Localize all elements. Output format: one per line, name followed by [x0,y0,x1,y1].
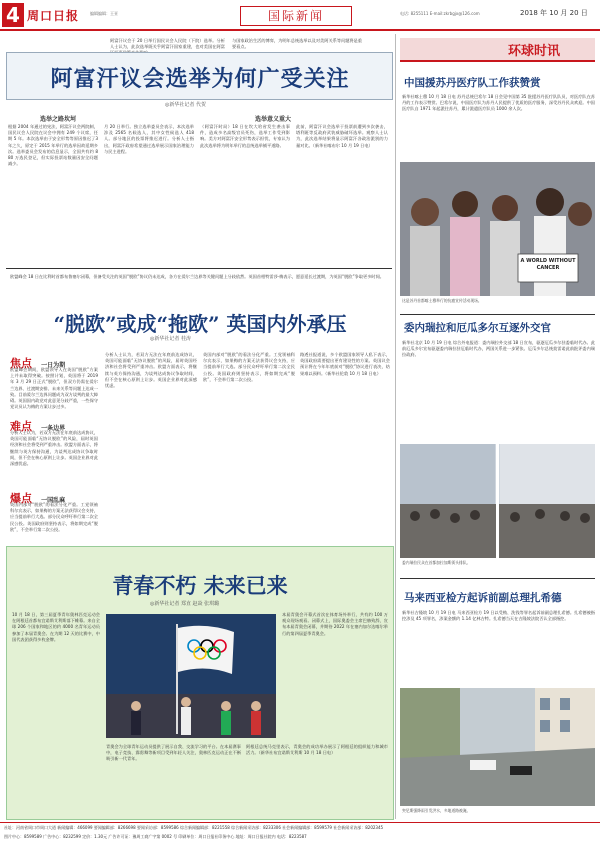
article1-lede-continued: 与国家政治生活的博弈，为明年总统选举以及对美阿关系等问题将是重要看点。 [232,38,362,50]
article1-subhead-2: 选举意义重大 [255,116,292,123]
article1-byline: ◎新华社记者 代贺 [165,102,206,108]
article1-column-3: （阿富汗时局）18 日在坎大哈省发生袭击事件，造成多名高级官员死伤，选举工作受到影响。美方对阿富汗安全形势表示担忧，专家认为此次选举将为明年举行的总统选举铺平道路。 [200,124,290,148]
article1-lede: 阿富汗议会于 20 日举行国民议会人民院（下院）选举。分析人士认为，此次选举既关乎阿富汗国家重建，也对美国在阿富 [110,38,225,50]
article2-column-4: 路透社报道说，多个欧盟国家领导人私下表示，英国政府需要提出更有建设性的方案。英国议会预计将在今年年底前对“脱欧”协议进行表决，结果难以预料。（新华社伦敦 10 月 18 日电） [300,352,390,376]
divider-1 [6,268,392,269]
article1-column-1: 根据 2004 年通过的宪法，阿富汗议会两院制，国民议会人民院在议会中拥有 249 个议席，任期 5 年。本次选举由于安全形势等原因推迟了3年之久，原定于 2015 年举行的选举因故延期多次。选举委员会发布的信息显示，全国共有约 880 万选民登记，但实际投票站数量因安全问题减少。 [8,124,98,167]
focus-text-3: 一国乱麻 [41,497,66,504]
article2-column-1b: 分析人士认为，若双方无法在年底前达成协议，英国可能面临“无协议脱欧”的风险，届时英国经济和社会将受到严重冲击。欧盟方面表示，将继续与英方保持沟通，为谈判达成协议争取时间，但不会在核心原则上让步。英国企业界对此深感忧虑。 [10,430,98,467]
olympics-photo-illustration [106,614,276,738]
article3-column-3: 青奥会为全球青年运动员提供了展示自我、交流学习的平台。在本届赛事中，电子竞技、霹雳舞等新项目受到年轻人关注，奥林匹克运动正在不断吸引新一代青年。 [106,744,241,762]
footer-rule [0,822,600,823]
globe-news-banner [400,38,595,62]
footer-line-1: 社址：河南省周口市周口大道 新闻编辑：466099 要闻编辑部：8266698 要闻采访部：8599586 综合新闻编辑部：8221558 综合新闻采访部：8233306 社会新闻编辑部：8599579 社会新闻采访部：8202345 [4,825,384,830]
article2-column-1: 欧盟峰会期间，欧盟领导人在英国“脱欧”方案上并未取得突破。按照计划，英国将于 2019 年 3 月 29 日正式“脱欧”，但双方仍需在爱尔兰边界、过渡期安排、未来关系等问题上达成一致。目前爱尔兰边界问题成为双方谈判的最大障碍。英国国内政党对此意见分歧严重，一些保守党议员认为梅的方案让步过多。 [10,367,98,410]
article2-column-2: 分析人士认为，若双方无法在年底前达成协议，英国可能面临“无协议脱欧”的风险，届时英国经济和社会将受到严重冲击。欧盟方面表示，将继续与英方保持沟通，为谈判达成协议争取时间，但不会在核心原则上让步。英国企业界对此深感忧虑。 [105,352,197,389]
footer-line-2: 图片中心：8599589 广告中心：8232599 定价：1.30元 广告许可证：豫周工商广字第 0002 号 印刷单位：周口日报社印务中心 地址：周口日报社院内 电话：8223587 [4,834,307,839]
page-number: 4 [2,3,24,27]
article2-column-1c: 英国内部对“脱欧”的看法分化严重。工党领袖科尔宾表示，如果梅的方案无法获得议会支持，应当提前举行大选。部分民众呼吁举行第二次全民公投。英国政府则坚持表示，将如期完成“脱欧”，不会举行第二次公投。 [10,502,98,532]
right2-photo-caption: 委内瑞拉民众在首都加拉加斯街头排队。 [402,560,471,565]
article3-column-4: 阿根廷总统马克里表示，青奥会的成功举办展示了阿根廷的组织能力和城市活力。（新华社布宜诺斯艾利斯 10 月 18 日电） [246,744,388,756]
article2-title: “脱欧”或成“拖欧” 英国内外承压 [53,312,347,336]
right3-photo-caption: 突尼斯强降雨引发洪水，多地道路被淹。 [402,808,471,813]
olympics-photo [106,614,276,738]
globe-news-title: 环球时讯 [508,44,561,59]
article1-title: 阿富汗议会选举为何广受关注 [50,66,350,92]
focus-label-3: 爆点 [10,492,32,505]
right1-title: 中国援苏丹医疗队工作获赞赏 [404,77,541,89]
focus-label-1: 焦点 [10,357,32,370]
flood-photo-illustration [400,688,595,806]
venezuela-photo [400,444,595,558]
right3-body: 新华社吉隆坡 10 月 19 日电 马来西亚检方 19 日以受贿、洗钱等罪名起诉前副总理扎希德。扎希德被指控涉及 45 项罪名，涉案金额约 1.14 亿林吉特。扎希德当天在吉隆坡法院否认全部指控。 [402,610,595,622]
focus-label-2: 难点 [10,420,32,433]
article1-column-4: 此前，阿富汗议会选举于投票前遭到多次袭击，塔利班等反政府武装威胁破坏选举。观察人士认为，此次选举结果将显示阿富汗各政治派别的力量对比。（新华社喀布尔 10 月 19 日电） [296,124,388,148]
section-label: 国际新闻 [240,6,352,26]
focus-heading-3 [10,487,100,505]
paper-name: 周口日报 [27,9,80,23]
divider-right-2 [400,578,595,579]
article2-byline: ◎新华社记者 桂涛 [150,336,191,342]
issue-date: 2018 年 10 月 20 日 [520,9,588,17]
article2-column-3: 英国内部对“脱欧”的看法分化严重。工党领袖科尔宾表示，如果梅的方案无法获得议会支持，应当提前举行大选。部分民众呼吁举行第二次全民公投。英国政府则坚持表示，将如期完成“脱欧”，不会举行第二次公投。 [203,352,295,382]
focus-text-2: 一条边界 [41,425,66,432]
masthead [0,0,600,30]
article3-title: 青春不朽 未来已来 [112,573,288,598]
article3-column-2: 本届青奥会开幕式首次在体育场外举行，共有约 100 万观众现场观看。闭幕式上，国际奥委会主席巴赫致辞，宣布本届青奥会闭幕，并期待 2022 年在塞内加尔达喀尔举行的第四届夏季青奥会。 [282,612,388,636]
article2-lede: 欧盟峰会 18 日在比利时首都布鲁塞尔闭幕，但备受关注的英国“脱欧”协议仍未达成，各方在爱尔兰边界等关键问题上分歧依然。英国首相特雷莎·梅表示，愿意延长过渡期，为英国“脱欧”争取更多时间。 [10,274,384,279]
focus-heading-1 [10,352,100,370]
venezuela-photo-illustration [400,444,595,558]
focus-text-1: 一日为期 [41,362,66,369]
right3-title: 马来西亚检方起诉前副总理扎希德 [404,592,562,604]
divider-right-1 [400,314,595,315]
article1-subhead-1: 选举之路坎坷 [40,116,77,123]
email-line: 电话: 8255111 E-mail:zkrbgjx@126.com [400,11,480,16]
article3-byline: ◎新华社记者 郑直 赵焱 张琪璐 [150,601,220,607]
sudan-sign-text: A WORLD WITHOUT CANCER [520,258,576,271]
sudan-photo-illustration [400,162,595,296]
masthead-rule [0,29,600,31]
focus-heading-2 [10,415,100,433]
column-divider [395,34,396,819]
article3-column-1: 10 月 18 日，第三届夏季青年奥林匹克运动会在阿根廷首都布宜诺斯艾利斯落下帷幕。来自全球 206 个国家和地区的约 4000 名青年运动员参加了本届青奥会。在为期 12 天的比赛中，中国代表团获得多枚金牌。 [12,612,100,642]
right2-body: 新华社北京 10 月 19 日电 综合外电报道：委内瑞拉外交部 18 日宣布，驱逐厄瓜多尔驻委临时代办。此前厄瓜多尔宣布驱逐委内瑞拉驻厄临时代办，两国关系进一步紧张。厄瓜多尔总统莫雷诺此前批评委内瑞拉政府。 [402,340,595,358]
article1-column-2: 月 20 日举行。独立选举委员会表示，本次选举涉及 2565 名候选人，其中女性候选人 418 人。部分地区的投票将推迟进行。分析人士指出，阿富汗政府希望通过选举展示国家治理能力与民主进程。 [104,124,194,154]
editor-line: 编辑编辑：王亚 [90,11,118,16]
right2-title: 委内瑞拉和厄瓜多尔互逐外交官 [404,322,551,334]
flood-photo [400,688,595,806]
right1-photo-caption: 这是苏丹首都喀土穆举行的抗癌宣传活动现场。 [402,298,482,303]
right1-body: 新华社喀土穆 10 月 18 日电 苏丹总统巴希尔 18 日会见中国第 35 批援苏丹医疗队队员，对医疗队在苏丹的工作表示赞赏。巴希尔说，中国医疗队为苏丹人民提供了优质的医疗服务，深受苏丹民众欢迎。中国医疗队自 1971 年起派往苏丹，累计派遣医疗队员 1000 余人次。 [402,94,595,112]
sudan-photo [400,162,595,296]
